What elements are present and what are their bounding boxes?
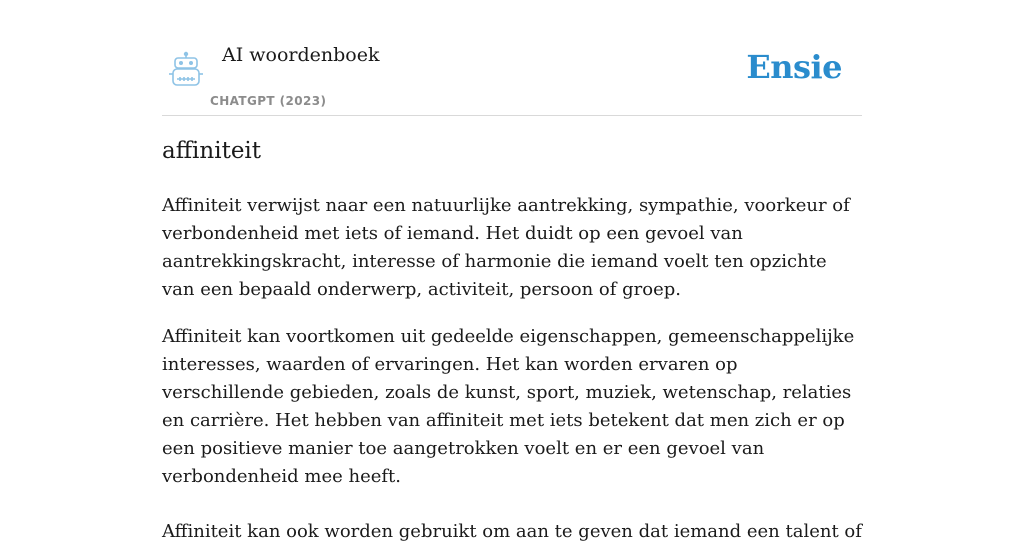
dictionary-title[interactable]: AI woordenboek <box>222 44 380 66</box>
entry-term: affiniteit <box>162 138 262 164</box>
source-label: CHATGPT (2023) <box>210 94 327 108</box>
robot-icon <box>166 52 206 88</box>
brand-logo[interactable]: Ensie <box>746 48 842 86</box>
definition-paragraph: Affiniteit kan ook worden gebruikt om aan te geven dat iemand een talent of <box>162 521 862 542</box>
definition-paragraph: Affiniteit kan voortkomen uit gedeelde eigenschappen, gemeenschappelijke interesses, waarden of ervaringen. Het kan worden ervaren op verschillende gebieden, zoals de kunst, sport, muziek, wetenschap, relaties en carrière. Het hebben van affiniteit met iets betekent dat men zich er op een positieve manier toe aangetrokken voelt en er een gevoel van verbondenheid mee heeft. <box>162 326 855 487</box>
header <box>162 38 862 116</box>
definition-paragraph: Affiniteit verwijst naar een natuurlijke aantrekking, sympathie, voorkeur of verbondenheid met iets of iemand. Het duidt op een gevoel van aantrekkingskracht, interesse of harmonie die iemand voelt ten opzichte van een bepaald onderwerp, activiteit, persoon of groep. <box>162 195 850 300</box>
entry-definition <box>162 192 862 546</box>
